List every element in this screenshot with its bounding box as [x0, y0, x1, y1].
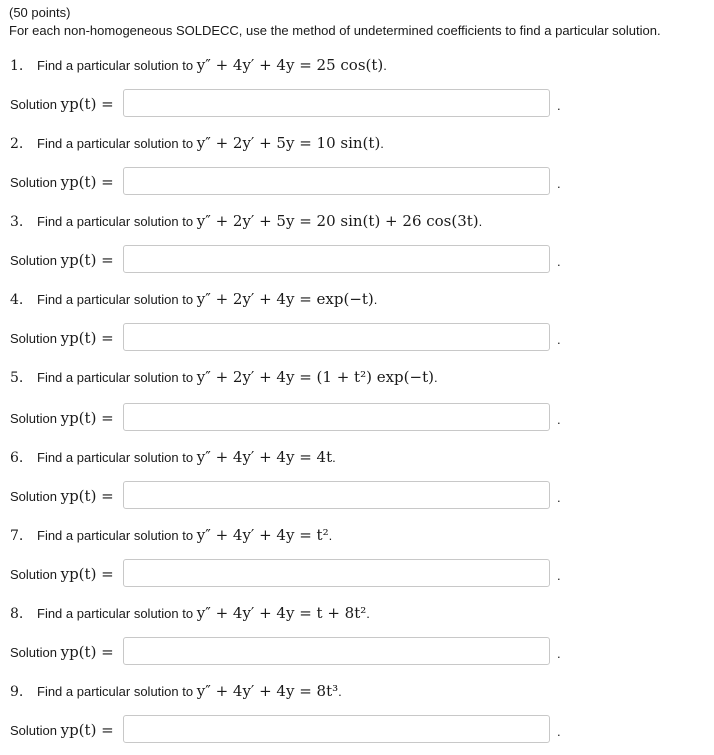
problem-equation: y″ + 4y′ + 4y = 4t — [196, 448, 333, 466]
problem-4 — [10, 288, 710, 310]
problem-equation: y″ + 2y′ + 5y = 10 sin(t) — [196, 134, 381, 152]
solution-symbol: yp(t) = — [60, 643, 114, 661]
solution-row-8 — [10, 637, 710, 667]
answer-input-8[interactable] — [123, 637, 550, 665]
solution-symbol: yp(t) = — [60, 251, 114, 269]
problem-period: . — [373, 292, 378, 307]
problem-number: 5. — [10, 370, 24, 386]
problem-period: . — [383, 58, 387, 73]
solution-row-7 — [10, 559, 710, 589]
problem-equation: y″ + 4y′ + 4y = t + 8t² — [196, 604, 367, 622]
solution-symbol: yp(t) = — [60, 409, 114, 427]
problem-period: . — [332, 450, 336, 465]
problem-period: . — [433, 370, 438, 385]
solution-label: Solution yp(t) = — [10, 487, 114, 505]
solution-row-9 — [10, 715, 710, 745]
problem-equation: y″ + 4y′ + 4y = 8t³ — [196, 682, 339, 700]
problem-number: 9. — [10, 684, 24, 700]
problem-period: . — [328, 528, 333, 543]
solution-period: . — [557, 724, 561, 739]
problem-equation: y″ + 2y′ + 4y = (1 + t²) exp(−t) — [196, 368, 434, 386]
problem-prompt: Find a particular solution to — [37, 528, 194, 543]
solution-label: Solution yp(t) = — [10, 409, 114, 427]
problem-prompt: Find a particular solution to — [37, 606, 194, 621]
answer-input-5[interactable] — [123, 403, 550, 431]
problem-period: . — [478, 214, 483, 229]
solution-label: Solution yp(t) = — [10, 643, 114, 661]
problem-number: 6. — [10, 450, 24, 466]
solution-period: . — [557, 412, 561, 427]
points-label: (50 points) — [9, 5, 71, 20]
problem-prompt: Find a particular solution to — [37, 370, 194, 385]
solution-symbol: yp(t) = — [60, 565, 114, 583]
solution-symbol: yp(t) = — [60, 487, 114, 505]
problem-prompt: Find a particular solution to — [37, 136, 194, 151]
solution-symbol: yp(t) = — [60, 95, 114, 113]
solution-symbol: yp(t) = — [60, 721, 114, 739]
solution-period: . — [557, 646, 561, 661]
problem-number: 7. — [10, 528, 24, 544]
answer-input-1[interactable] — [123, 89, 550, 117]
problem-number: 3. — [10, 214, 24, 230]
solution-label: Solution yp(t) = — [10, 721, 114, 739]
solution-symbol: yp(t) = — [60, 173, 114, 191]
problem-equation: y″ + 2y′ + 4y = exp(−t) — [196, 290, 374, 308]
problem-prompt: Find a particular solution to — [37, 450, 194, 465]
solution-period: . — [557, 490, 561, 505]
problem-number: 1. — [10, 58, 24, 74]
problem-2 — [10, 132, 710, 154]
answer-input-9[interactable] — [123, 715, 550, 743]
problem-1 — [10, 54, 710, 76]
solution-row-4 — [10, 323, 710, 353]
solution-row-3 — [10, 245, 710, 275]
problem-8 — [10, 602, 710, 624]
problem-prompt: Find a particular solution to — [37, 58, 194, 73]
problem-prompt: Find a particular solution to — [37, 292, 194, 307]
problem-5 — [10, 366, 710, 388]
problem-period: . — [366, 606, 370, 621]
answer-input-4[interactable] — [123, 323, 550, 351]
problem-6 — [10, 446, 710, 468]
problem-prompt: Find a particular solution to — [37, 684, 194, 699]
solution-row-1 — [10, 89, 710, 119]
question-header — [9, 4, 709, 40]
solution-label: Solution yp(t) = — [10, 329, 114, 347]
problem-number: 2. — [10, 136, 24, 152]
answer-input-7[interactable] — [123, 559, 550, 587]
solution-label: Solution yp(t) = — [10, 95, 114, 113]
solution-symbol: yp(t) = — [60, 329, 114, 347]
solution-label: Solution yp(t) = — [10, 173, 114, 191]
instructions-text: For each non-homogeneous SOLDECC, use the method of undetermined coefficients to find a particular solution. — [9, 23, 661, 38]
answer-input-6[interactable] — [123, 481, 550, 509]
answer-input-2[interactable] — [123, 167, 550, 195]
problem-number: 4. — [10, 292, 24, 308]
solution-label: Solution yp(t) = — [10, 251, 114, 269]
solution-period: . — [557, 332, 561, 347]
problem-prompt: Find a particular solution to — [37, 214, 194, 229]
problem-3 — [10, 210, 710, 232]
problem-equation: y″ + 2y′ + 5y = 20 sin(t) + 26 cos(3t) — [196, 212, 479, 230]
problem-equation: y″ + 4y′ + 4y = t² — [196, 526, 329, 544]
solution-period: . — [557, 254, 561, 269]
solution-row-5 — [10, 403, 710, 433]
problem-7 — [10, 524, 710, 546]
solution-period: . — [557, 176, 561, 191]
problem-equation: y″ + 4y′ + 4y = 25 cos(t) — [196, 56, 384, 74]
problem-number: 8. — [10, 606, 24, 622]
answer-input-3[interactable] — [123, 245, 550, 273]
problem-period: . — [380, 136, 384, 151]
solution-row-6 — [10, 481, 710, 511]
problem-9 — [10, 680, 710, 702]
solution-row-2 — [10, 167, 710, 197]
solution-label: Solution yp(t) = — [10, 565, 114, 583]
solution-period: . — [557, 98, 561, 113]
solution-period: . — [557, 568, 561, 583]
problem-period: . — [338, 684, 342, 699]
